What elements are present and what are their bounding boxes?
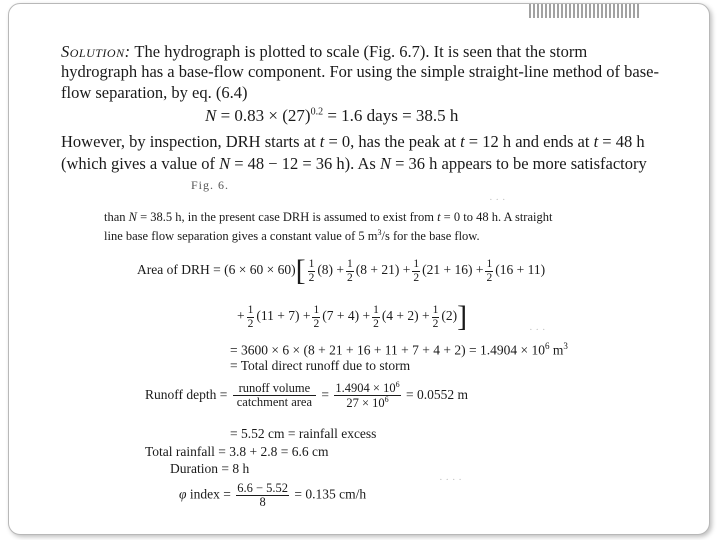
frac-num: 1 [308, 258, 315, 271]
var-t: t [460, 132, 465, 151]
frac-den: 2 [486, 271, 493, 284]
frac-num [334, 381, 400, 396]
term: (7 + 4) + [322, 308, 371, 324]
fraction-half [247, 304, 255, 329]
fraction-volume-area [233, 382, 316, 409]
area-result-line [230, 341, 568, 359]
text-span: = 48 h [598, 132, 645, 151]
area-label: Area of DRH = (6 × 60 × 60) [137, 262, 296, 278]
text-span: 27 × 10 [346, 396, 385, 411]
text-span: = 12 h and ends at [464, 132, 594, 151]
superscript: 6 [395, 380, 400, 389]
eq-exponent: 0.2 [310, 106, 324, 118]
text-line: flow separation, by eq. (6.4) [61, 83, 248, 102]
figure-caption-fragment: Fig. 6. [191, 178, 230, 192]
term: (16 + 11) [495, 262, 546, 278]
term: (11 + 7) + [256, 308, 311, 324]
text-span: = 38.5 h, in the present case DRH is assumed to exist from [137, 210, 438, 224]
runoff-depth-equation [145, 381, 468, 411]
frac-den: 2 [347, 271, 353, 284]
superscript: 6 [545, 341, 550, 351]
frac-num: 1 [247, 304, 254, 317]
frac-den [334, 396, 400, 410]
eq-lhs: = 0.83 × (27) [216, 106, 311, 125]
slide-frame [8, 3, 710, 535]
text-span: m [549, 342, 564, 358]
equation-n [205, 106, 458, 126]
fraction-half [412, 258, 420, 283]
total-direct-runoff-line: = Total direct runoff due to storm [230, 358, 411, 373]
superscript: 6 [384, 395, 389, 405]
duration-line: Duration = 8 h [170, 461, 250, 476]
term: (4 + 2) + [381, 308, 430, 324]
scan-artifact [529, 4, 639, 18]
var-n: N [205, 106, 217, 125]
equals-sign: = [321, 386, 330, 402]
fraction-half [346, 258, 354, 283]
frac-num: 1 [313, 304, 320, 317]
frac-den: 2 [432, 317, 439, 330]
text-span: 1.4904 × 10 [335, 381, 396, 396]
plus-sign: + [237, 308, 245, 324]
phi-index-equation [179, 482, 366, 509]
area-equation-line-1 [137, 256, 545, 286]
frac-den: catchment area [236, 395, 313, 410]
frac-den: 2 [313, 317, 320, 330]
frac-den: 2 [308, 271, 315, 284]
rainfall-excess-line: = 5.52 cm = rainfall excess [230, 426, 377, 441]
var-t: t [437, 210, 441, 224]
term: (2) [441, 308, 458, 324]
frac-num: 1 [373, 304, 379, 317]
text-line [104, 228, 480, 244]
var-t: t [319, 132, 325, 151]
text-line: hydrograph has a base-flow component. For using the simple straight-line method of base- [61, 62, 659, 81]
var-n: N [219, 154, 231, 173]
var-t: t [593, 132, 599, 151]
right-bracket: ] [457, 300, 468, 333]
solution-line-1 [61, 42, 587, 62]
superscript: 3 [377, 228, 382, 237]
frac-den: 2 [247, 317, 254, 330]
phi-result: = 0.135 cm/h [294, 486, 367, 502]
text-line [61, 154, 647, 174]
eq-rhs: = 1.6 days = 38.5 h [323, 106, 459, 125]
runoff-result: = 0.0552 m [405, 386, 468, 402]
phi-label: index = [189, 486, 231, 502]
fraction-half [485, 258, 493, 283]
frac-num: 1 [413, 258, 420, 271]
text-span: = 0 to 48 h. A straight [440, 210, 553, 224]
text-span: = 48 − 12 = 36 h). As [230, 154, 380, 173]
term: (21 + 16) + [422, 262, 484, 278]
runoff-label: Runoff depth = [145, 386, 228, 402]
fraction-numeric [334, 381, 400, 411]
text-span: /s for the base flow. [381, 229, 480, 244]
fraction-half [308, 258, 316, 283]
text-line [104, 210, 552, 225]
text-span: (which gives a value of [61, 154, 220, 173]
left-bracket: [ [295, 254, 306, 287]
area-equation-line-2 [237, 302, 467, 332]
scan-speck: · · · [489, 194, 506, 206]
frac-den: 8 [259, 495, 266, 510]
frac-num: 1 [347, 258, 353, 271]
frac-num: 6.6 − 5.52 [237, 481, 289, 495]
var-n: N [128, 210, 137, 224]
text-line: The hydrograph is plotted to scale (Fig. 6.7). It is seen that the storm [134, 42, 588, 61]
text-span: line base flow separation gives a constant value of 5 m [104, 229, 378, 244]
fraction-half [372, 304, 380, 329]
frac-den: 2 [413, 271, 420, 284]
solution-label: Solution: [61, 42, 131, 61]
frac-den: 2 [373, 317, 379, 330]
scan-speck: · · · [529, 324, 546, 336]
var-n: N [379, 154, 391, 173]
phi-symbol: φ [179, 486, 187, 502]
frac-num: 1 [486, 258, 493, 271]
term: (8) + [317, 262, 345, 278]
text-span: = 0, has the peak at [324, 132, 461, 151]
text-line [61, 132, 645, 152]
text-span: = 36 h appears to be more satisfactory [390, 154, 647, 173]
fraction-phi [236, 482, 289, 509]
total-rainfall-line: Total rainfall = 3.8 + 2.8 = 6.6 cm [145, 444, 329, 459]
scan-speck: · · · · [439, 474, 462, 486]
term: (8 + 21) + [355, 262, 411, 278]
text-span: than [104, 210, 129, 224]
frac-num: 1 [432, 304, 439, 317]
text-span: However, by inspection, DRH starts at [61, 132, 320, 151]
text-span: = 3600 × 6 × (8 + 21 + 16 + 11 + 7 + 4 + 2) = 1.4904 × 10 [230, 342, 545, 358]
fraction-half [432, 304, 440, 329]
fraction-half [312, 304, 320, 329]
frac-num: runoff volume [233, 382, 316, 396]
superscript: 3 [563, 341, 568, 351]
